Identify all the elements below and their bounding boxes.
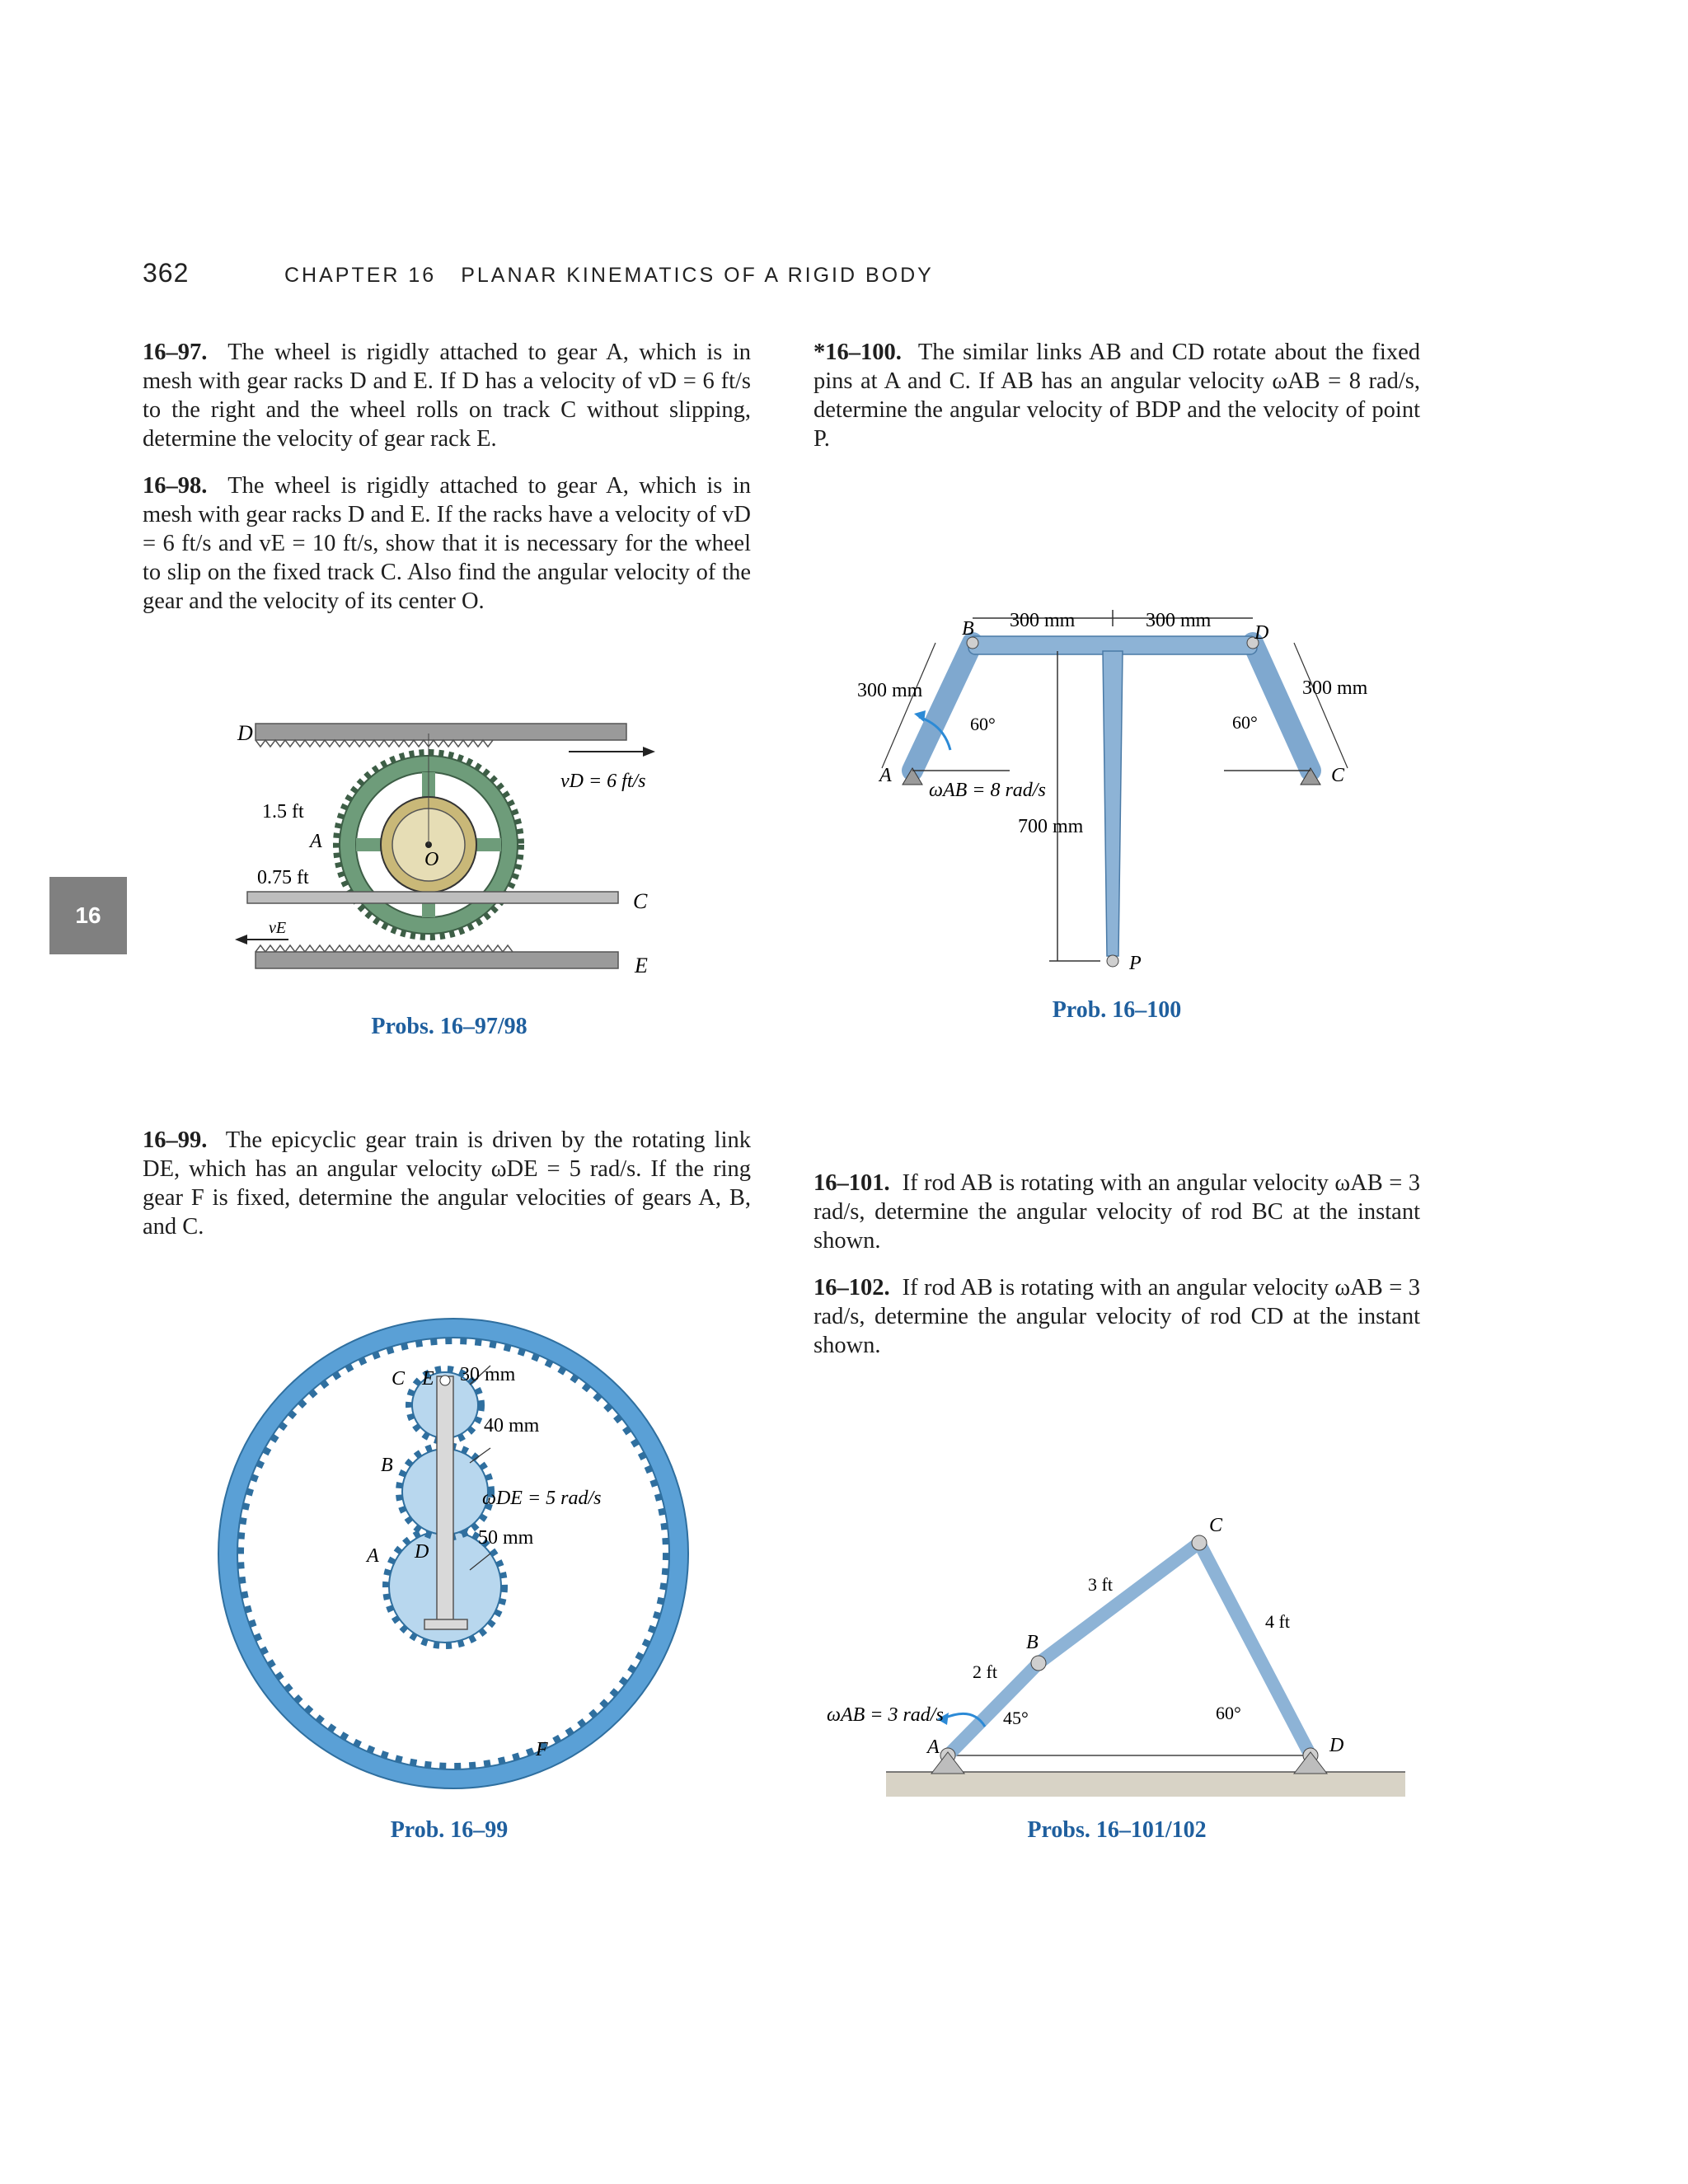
problem-16-97: [143, 338, 751, 453]
label-vE: vE: [269, 919, 287, 937]
dim-4ft: 4 ft: [1265, 1611, 1290, 1632]
angle-60-left: 60°: [970, 714, 996, 734]
problem-16-101: [814, 1169, 1420, 1255]
dim-30: 30 mm: [460, 1364, 516, 1385]
label-C: C: [633, 889, 648, 913]
label-D: D: [415, 1541, 429, 1563]
problem-number: *16–100.: [814, 340, 902, 365]
dim-300-ab: 300 mm: [857, 680, 923, 701]
problem-text: If rod AB is rotating with an angular velocity ωAB = 3 rad/s, determine the angular velocity of rod CD at the instant shown.: [814, 1275, 1421, 1358]
dim-40: 40 mm: [484, 1415, 540, 1436]
problem-text: The wheel is rigidly attached to gear A, which is in mesh with gear racks D and E. If D has a velocity of vD = 6 ft/s to the right and the wheel rolls on track C without slipping, determine the velocity of gear rack E.: [143, 340, 751, 452]
problem-text: If rod AB is rotating with an angular velocity ωAB = 3 rad/s, determine the angular velocity of rod BC at the instant shown.: [814, 1170, 1421, 1254]
figure-t-linkage: [853, 593, 1397, 981]
label-A: A: [879, 765, 892, 786]
label-radius-1.5: 1.5 ft: [262, 801, 304, 823]
label-omega-de: ωDE = 5 rad/s: [482, 1488, 602, 1509]
problem-number: 16–102.: [814, 1275, 890, 1301]
label-C: C: [392, 1368, 406, 1390]
problem-number: 16–101.: [814, 1170, 890, 1196]
dim-300-cd: 300 mm: [1302, 677, 1368, 699]
label-A: A: [367, 1545, 379, 1567]
label-P: P: [1129, 953, 1142, 974]
angle-45: 45°: [1003, 1708, 1029, 1728]
problem-16-98: [143, 471, 751, 616]
label-A: A: [310, 831, 322, 852]
figure-caption: Probs. 16–97/98: [371, 1014, 528, 1039]
problem-text: The epicyclic gear train is driven by the rotating link DE, which has an angular velocity ωDE = 5 rad/s. If the ring gear F is fixed, determine the angular velocities of gears A, B, and C.: [143, 1127, 752, 1240]
label-C: C: [1331, 765, 1345, 786]
label-C: C: [1209, 1515, 1223, 1536]
dim-3ft: 3 ft: [1088, 1574, 1113, 1595]
problem-text: The wheel is rigidly attached to gear A, which is in mesh with gear racks D and E. If the racks have a velocity of vD = 6 ft/s and vE = 10 ft/s, show that it is necessary for the wheel to slip on the fixed track C. Also find the angular velocity of the gear and the velocity of its center O.: [143, 473, 751, 614]
label-omega-ab: ωAB = 3 rad/s: [827, 1704, 944, 1726]
figure-four-bar-linkage: [820, 1508, 1414, 1821]
page-number: 362: [143, 258, 190, 288]
label-E: E: [422, 1368, 434, 1390]
dim-2ft: 2 ft: [973, 1661, 997, 1682]
dim-300-left: 300 mm: [1010, 610, 1076, 631]
problem-number: 16–99.: [143, 1127, 208, 1153]
label-B: B: [1026, 1632, 1039, 1653]
chapter-label: CHAPTER 16: [284, 264, 437, 287]
label-F: F: [536, 1739, 548, 1760]
label-B: B: [962, 618, 974, 640]
angle-60-right: 60°: [1232, 712, 1258, 733]
label-D: D: [237, 721, 253, 745]
figure-caption: Prob. 16–100: [1052, 997, 1182, 1023]
label-omega-ab: ωAB = 8 rad/s: [929, 780, 1046, 801]
figure-epicyclic-gear-train: [206, 1306, 701, 1801]
figure-caption: Prob. 16–99: [390, 1817, 509, 1843]
problem-number: 16–97.: [143, 340, 208, 365]
problem-number: 16–98.: [143, 473, 208, 499]
figure-caption: Probs. 16–101/102: [1027, 1817, 1207, 1843]
problem-text: The similar links AB and CD rotate about the fixed pins at A and C. If AB has an angular velocity ωAB = 8 rad/s, determine the angular velocity of BDP and the velocity of point P.: [814, 340, 1420, 452]
figure-gear-rack-wheel: [223, 701, 684, 997]
label-B: B: [381, 1455, 393, 1476]
chapter-tab: 16: [49, 877, 127, 954]
label-A: A: [927, 1736, 940, 1758]
running-header: [284, 264, 934, 288]
label-D: D: [1329, 1735, 1344, 1756]
chapter-title: PLANAR KINEMATICS OF A RIGID BODY: [461, 264, 934, 287]
problem-16-102: [814, 1273, 1420, 1360]
dim-300-right: 300 mm: [1146, 610, 1212, 631]
label-D: D: [1254, 622, 1269, 644]
problem-16-100: [814, 338, 1420, 453]
angle-60: 60°: [1216, 1703, 1241, 1723]
label-radius-0.75: 0.75 ft: [257, 867, 309, 888]
problem-16-99: [143, 1126, 751, 1241]
dim-700: 700 mm: [1018, 816, 1084, 837]
dim-50: 50 mm: [478, 1527, 534, 1549]
label-vD: vD = 6 ft/s: [560, 771, 646, 792]
label-E: E: [635, 954, 648, 977]
label-O: O: [424, 849, 439, 870]
